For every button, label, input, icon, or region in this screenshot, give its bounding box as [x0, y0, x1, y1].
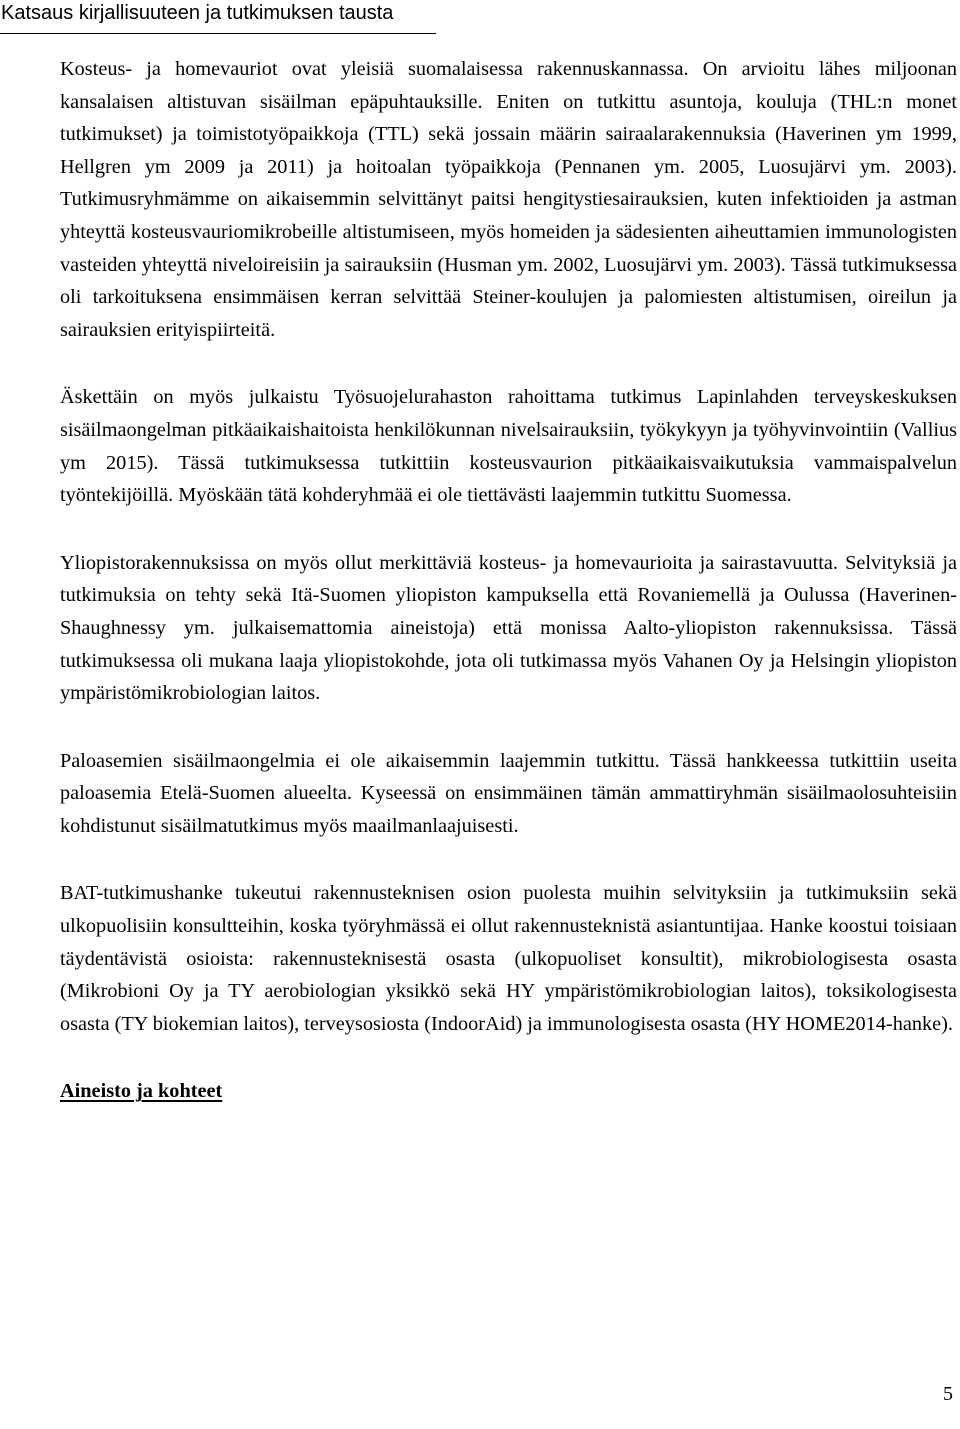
running-header: [0, 0, 436, 34]
paragraph: Yliopistorakennuksissa on myös ollut merkittäviä kosteus- ja homevaurioita ja sairastavuutta. Selvityksiä ja tutkimuksia on tehty sekä Itä-Suomen yliopiston kampuksella että Rovaniemellä ja Oulussa (Haverinen-Shaughnessy ym. julkaisemattomia aineistoja) että monissa Aalto-yliopiston rakennuksissa. Tässä tutkimuksessa oli mukana laaja yliopistokohde, jota oli tutkimassa myös Vahanen Oy ja Helsingin yliopiston ympäristömikrobiologian laitos.: [60, 551, 957, 705]
running-header-title: Katsaus kirjallisuuteen ja tutkimuksen tausta: [1, 2, 394, 24]
paragraph: Kosteus- ja homevauriot ovat yleisiä suomalaisessa rakennuskannassa. On arvioitu lähes miljoonan kansalaisen altistuvan sisäilman epäpuhtauksille. Eniten on tutkittu asuntoja, kouluja (THL:n monet tutkimukset) ja toimistotyöpaikkoja (TTL) sekä jossain määrin sairaalarakennuksia (Haverinen ym 1999, Hellgren ym 2009 ja 2011) ja hoitoalan työpaikkoja (Pennanen ym. 2005, Luosujärvi ym. 2003). Tutkimusryhmämme on aikaisemmin selvittänyt paitsi hengitystiesairauksien, kuten infektioiden ja astman yhteyttä kosteusvauriomikrobeille altistumiseen, myös homeiden ja sädesienten aiheuttamien immunologisten vasteiden yhteyttä niveloireisiin ja sairauksiin (Husman ym. 2002, Luosujärvi ym. 2003). Tässä tutkimuksessa oli tarkoituksena ensimmäisen kerran selvittää Steiner-koulujen ja palomiesten altistumisen, oireilun ja sairauksien erityispiirteitä.: [60, 58, 957, 341]
page-number: 5: [943, 1383, 953, 1405]
document-body: [60, 53, 957, 1108]
paragraph: Äskettäin on myös julkaistu Työsuojelurahaston rahoittama tutkimus Lapinlahden terveyskeskuksen sisäilmaongelman pitkäaikaishaitoista henkilökunnan nivelsairauksiin, työkykyyn ja työhyvinvointiin (Vallius ym 2015). Tässä tutkimuksessa tutkittiin kosteusvaurion pitkäaikaisvaikutuksia vammaispalvelun työntekijöillä. Myöskään tätä kohderyhmää ei ole tiettävästi laajemmin tutkittu Suomessa.: [60, 386, 957, 507]
paragraph: Paloasemien sisäilmaongelmia ei ole aikaisemmin laajemmin tutkittu. Tässä hankkeessa tutkittiin useita paloasemia Etelä-Suomen alueelta. Kyseessä on ensimmäinen tämän ammattiryhmän sisäilmaolosuhteisiin kohdistunut sisäilmatutkimus myös maailmanlaajuisesti.: [60, 749, 957, 837]
paragraph: BAT-tutkimushanke tukeutui rakennusteknisen osion puolesta muihin selvityksiin ja tutkimuksiin sekä ulkopuolisiin konsultteihin, koska työryhmässä ei ollut rakennusteknistä asiantuntijaa. Hanke koostui toisiaan täydentävistä osioista: rakennusteknisestä osasta (ulkopuoliset konsultit), mikrobiologisesta osasta (Mikrobioni Oy ja TY aerobiologian yksikkö sekä HY ympäristömikrobiologian laitos), toksikologisesta osasta (TY biokemian laitos), terveysosiosta (IndoorAid) ja immunologisesta osasta (HY HOME2014-hanke).: [60, 882, 957, 1035]
section-heading: Aineisto ja kohteet: [60, 1080, 223, 1103]
